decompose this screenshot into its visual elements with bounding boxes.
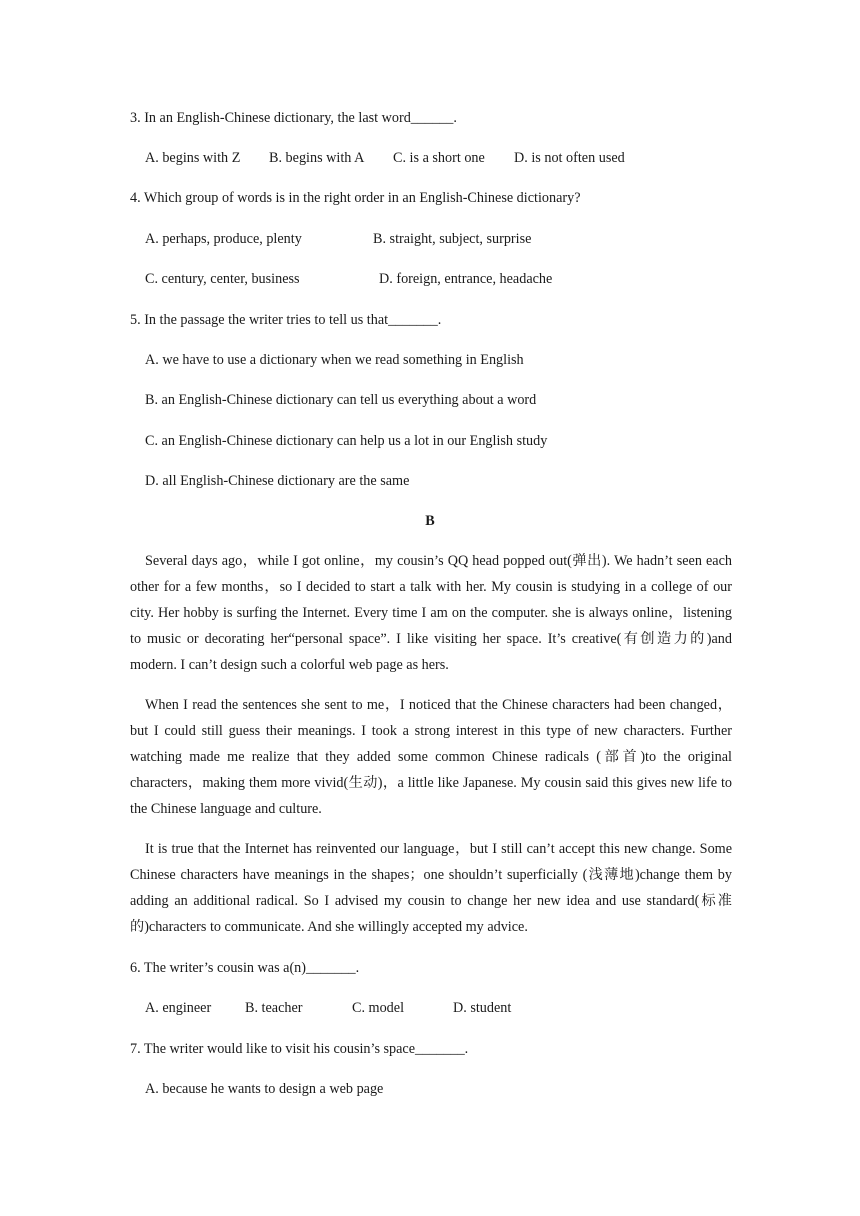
question-5-option-d: D. all English-Chinese dictionary are the same (145, 473, 410, 489)
question-4-option-a: A. perhaps, produce, plenty (145, 231, 302, 247)
passage-paragraph-2: When I read the sentences she sent to me，I noticed that the Chinese characters had been changed，but I could still guess their meanings. I took a strong interest in this type of new characters. Further watching made me realize that they added some common Chinese radicals (部首)to the original characters，making them more vivid(生动)，a little like Japanese. My cousin said this gives new life to the Chinese language and culture. (130, 697, 732, 817)
passage-paragraph-3: It is true that the Internet has reinvented our language，but I still can’t accept this new change. Some Chinese characters have meanings in the shapes；one shouldn’t superficially (浅薄地)change them by adding an additional radical. So I advised my cousin to change her new idea and use standard(标准的)characters to communicate. And she willingly accepted my advice. (130, 841, 732, 935)
question-5-option-c: C. an English-Chinese dictionary can help us a lot in our English study (145, 433, 548, 449)
question-3-option-a: A. begins with Z (145, 150, 241, 166)
question-6-option-c: C. model (352, 1000, 405, 1016)
question-3-option-b: B. begins with A (269, 150, 365, 166)
question-4-option-b: B. straight, subject, surprise (373, 231, 532, 247)
question-3-option-d: D. is not often used (514, 150, 625, 166)
question-6-option-b: B. teacher (245, 1000, 303, 1016)
question-3-option-c: C. is a short one (393, 150, 485, 166)
question-4-stem: 4. Which group of words is in the right order in an English-Chinese dictionary? (130, 190, 581, 206)
question-3-stem: 3. In an English-Chinese dictionary, the last word______. (130, 110, 457, 126)
question-6-option-d: D. student (453, 1000, 512, 1016)
question-5-option-a: A. we have to use a dictionary when we read something in English (145, 352, 524, 368)
question-7-option-a: A. because he wants to design a web page (145, 1081, 384, 1097)
passage-paragraph-1: Several days ago，while I got online，my cousin’s QQ head popped out(弹出). We hadn’t seen each other for a few months，so I decided to start a talk with her. My cousin is studying in a college of our city. Her hobby is surfing the Internet. Every time I am on the computer. she is always online，listening to music or decorating her“personal space”. I like visiting her space. It’s creative(有创造力的)and modern. I can’t design such a colorful web page as hers. (130, 553, 732, 673)
section-b-heading: B (425, 513, 435, 529)
question-4-option-d: D. foreign, entrance, headache (379, 271, 553, 287)
question-6-stem: 6. The writer’s cousin was a(n)_______. (130, 960, 360, 976)
question-5-option-b: B. an English-Chinese dictionary can tell us everything about a word (145, 392, 537, 408)
question-6-option-a: A. engineer (145, 1000, 212, 1016)
question-5-stem: 5. In the passage the writer tries to tell us that_______. (130, 312, 442, 328)
question-7-stem: 7. The writer would like to visit his cousin’s space_______. (130, 1041, 469, 1057)
question-4-option-c: C. century, center, business (145, 271, 300, 287)
